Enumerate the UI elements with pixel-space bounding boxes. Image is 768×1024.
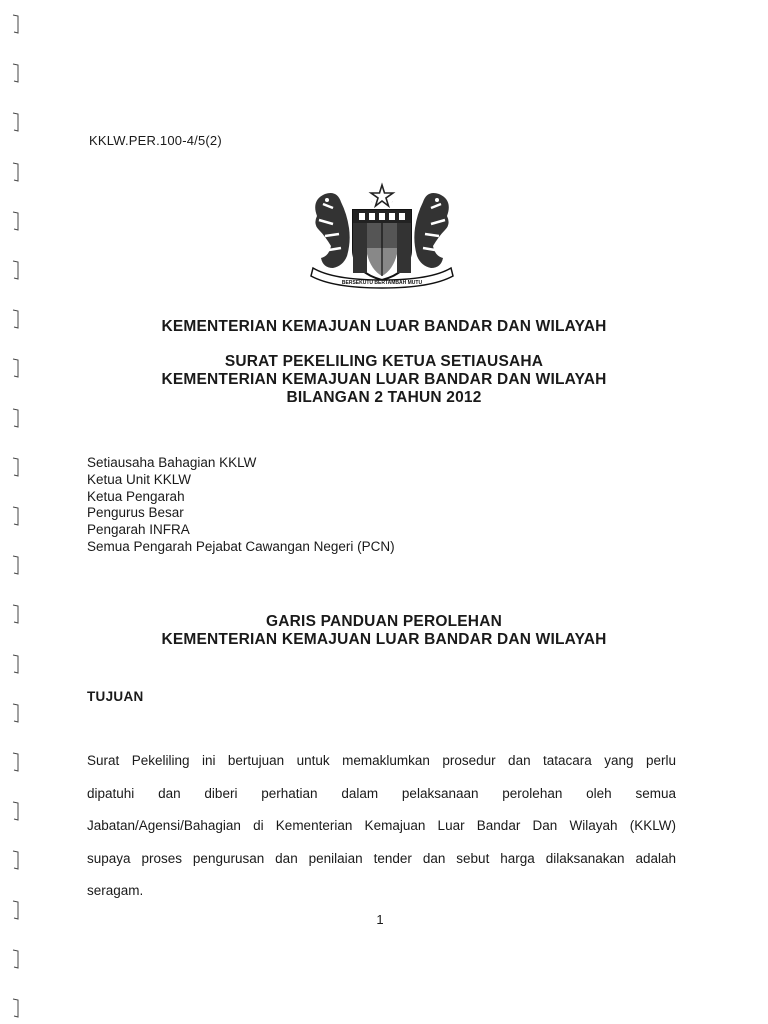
recipient-item: Ketua Pengarah [87,488,185,504]
binding-mark [11,998,21,1018]
circular-title [0,353,768,407]
paragraph-line: supaya proses pengurusan dan penilaian tender dan sebut harga dilaksanakan adalah [87,850,676,866]
paragraph-line: Surat Pekeliling ini bertujuan untuk memaklumkan prosedur dan tatacara yang perlu [87,753,676,768]
coat-of-arms-icon [303,180,461,290]
binding-mark [11,260,21,280]
binding-mark [11,14,21,34]
paragraph-line: seragam. [87,883,144,899]
recipient-item: Ketua Unit KKLW [87,471,192,487]
binding-mark [11,850,21,870]
circular-title-line: BILANGAN 2 TAHUN 2012 [286,389,482,406]
binding-mark [11,457,21,477]
binding-mark [11,949,21,969]
section-heading: TUJUAN [87,689,144,704]
paragraph-line: Jabatan/Agensi/Bahagian di Kementerian Kemajuan Luar Bandar Dan Wilayah (KKLW) [87,818,676,834]
binding-mark [11,654,21,674]
binding-mark [11,703,21,723]
paragraph-line: dipatuhi dan diberi perhatian dalam pelaksanaan perolehan oleh semua [87,785,676,801]
binding-mark [11,555,21,575]
guideline-title-line: KEMENTERIAN KEMAJUAN LUAR BANDAR DAN WILAYAH [161,631,607,648]
binding-mark [11,63,21,83]
circular-title-line: KEMENTERIAN KEMAJUAN LUAR BANDAR DAN WILAYAH [161,371,607,388]
guideline-title [0,613,768,649]
recipient-item: Setiausaha Bahagian KKLW [87,455,257,470]
recipient-list [87,455,395,556]
recipient-item: Semua Pengarah Pejabat Cawangan Negeri (PCN) [87,538,395,554]
guideline-title-line: GARIS PANDUAN PEROLEHAN [266,613,502,630]
binding-mark [11,162,21,182]
ministry-heading: KEMENTERIAN KEMAJUAN LUAR BANDAR DAN WILAYAH [161,318,607,335]
binding-mark [11,506,21,526]
reference-number: KKLW.PER.100-4/5(2) [89,133,222,148]
binding-mark [11,801,21,821]
svg-text:BERSEKUTU BERTAMBAH MUTU: BERSEKUTU BERTAMBAH MUTU [341,280,423,286]
binding-mark [11,408,21,428]
binding-mark [11,752,21,772]
recipient-item: Pengurus Besar [87,505,184,521]
page-number: 1 [376,912,384,927]
recipient-item: Pengarah INFRA [87,522,190,538]
binding-mark [11,112,21,132]
binding-margin [0,0,30,1024]
circular-title-line: SURAT PEKELILING KETUA SETIAUSAHA [224,353,544,370]
body-paragraph [87,753,676,916]
binding-mark [11,211,21,231]
